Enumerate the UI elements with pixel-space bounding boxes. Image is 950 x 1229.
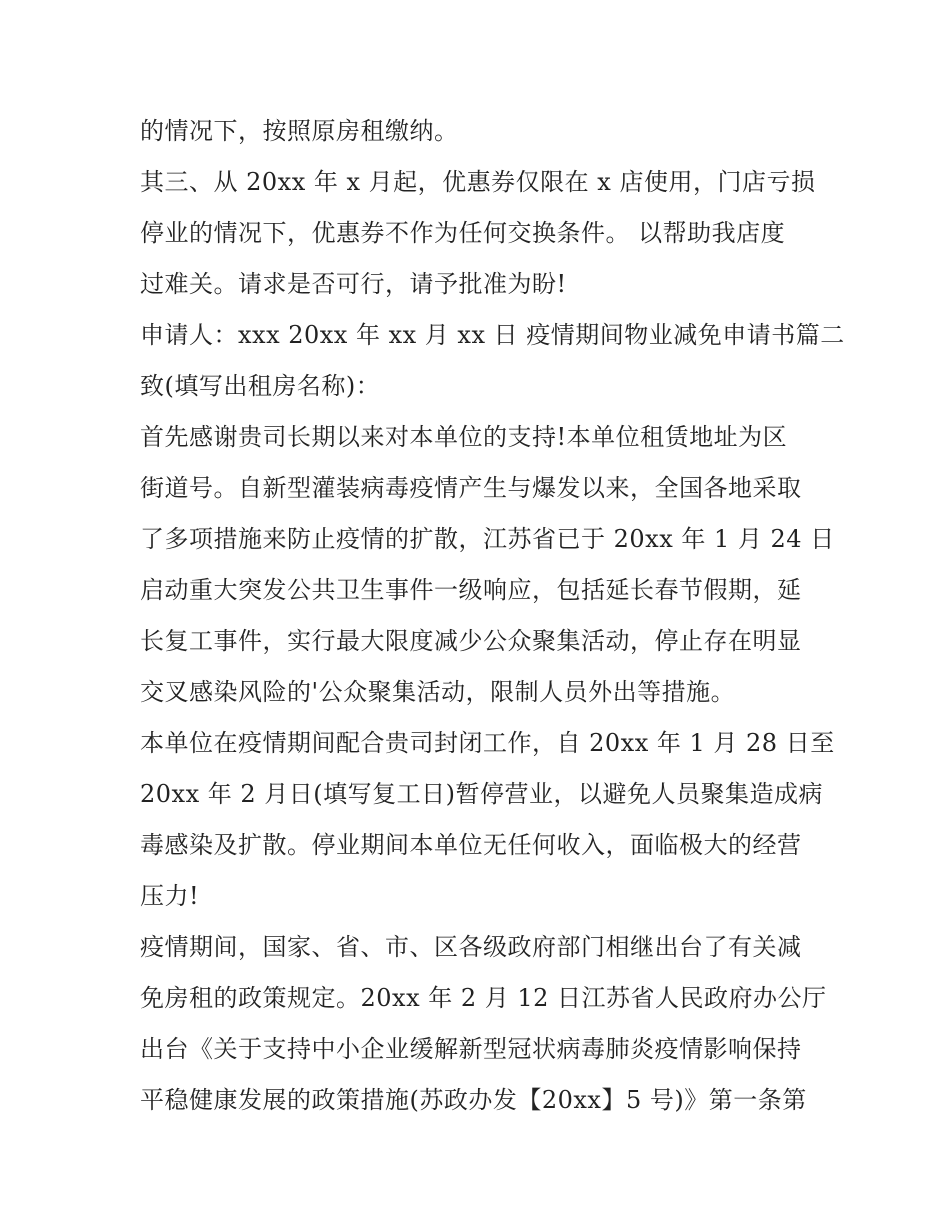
text-line: 本单位在疫情期间配合贵司封闭工作，自 20xx 年 1 月 28 日至 <box>140 729 835 757</box>
text-line: 启动重大突发公共卫生事件一级响应，包括延长春节假期，延 <box>140 576 802 604</box>
text-line: 出台《关于支持中小企业缓解新型冠状病毒肺炎疫情影响保持 <box>140 1035 802 1063</box>
text-line: 压力! <box>140 882 200 910</box>
text-line: 交叉感染风险的'公众聚集活动，限制人员外出等措施。 <box>140 678 736 706</box>
text-line: 疫情期间，国家、省、市、区各级政府部门相继出台了有关减 <box>140 933 802 961</box>
text-line: 免房租的政策规定。20xx 年 2 月 12 日江苏省人民政府办公厅 <box>140 984 827 1012</box>
text-line: 首先感谢贵司长期以来对本单位的支持!本单位租赁地址为区 <box>140 423 788 451</box>
text-line: 的情况下，按照原房租缴纳。 <box>140 117 459 145</box>
text-line: 了多项措施来防止疫情的扩散，江苏省已于 20xx 年 1 月 24 日 <box>140 525 835 553</box>
text-line: 毒感染及扩散。停业期间本单位无任何收入，面临极大的经营 <box>140 831 802 859</box>
text-line: 街道号。自新型灌装病毒疫情产生与爆发以来，全国各地采取 <box>140 474 802 502</box>
text-line: 长复工事件，实行最大限度减少公众聚集活动，停止存在明显 <box>140 627 802 655</box>
text-line: 20xx 年 2 月日(填写复工日)暂停营业，以避免人员聚集造成病 <box>140 780 823 808</box>
text-line: 停业的情况下，优惠券不作为任何交换条件。 以帮助我店度 <box>140 219 786 247</box>
text-line: 致(填写出租房名称)： <box>140 372 381 400</box>
text-line: 其三、从 20xx 年 x 月起，优惠券仅限在 x 店使用，门店亏损 <box>140 168 816 196</box>
text-line: 申请人：xxx 20xx 年 xx 月 xx 日 疫情期间物业减免申请书篇二 <box>140 321 845 349</box>
text-line: 平稳健康发展的政策措施(苏政办发【20xx】5 号)》第一条第 <box>140 1086 807 1114</box>
text-line: 过难关。请求是否可行，请予批准为盼! <box>140 270 567 298</box>
document-body <box>140 106 845 1126</box>
